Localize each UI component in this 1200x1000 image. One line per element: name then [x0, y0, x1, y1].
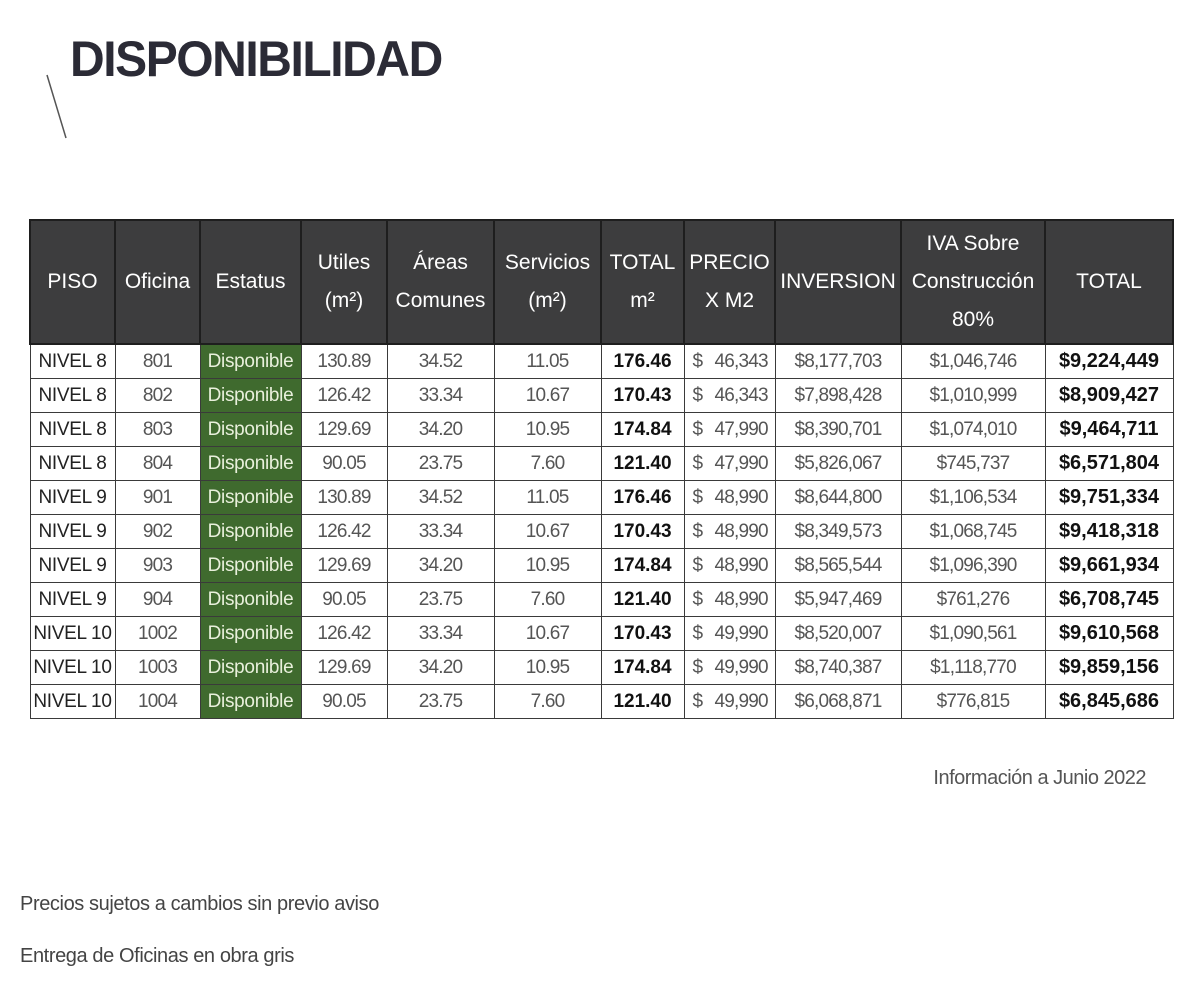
- cell-total: $6,708,745: [1045, 583, 1173, 617]
- currency-symbol: $: [692, 622, 703, 644]
- currency-symbol: $: [692, 486, 703, 508]
- cell-piso: NIVEL 8: [30, 344, 115, 379]
- currency-symbol: $: [692, 452, 703, 474]
- cell-servicios: 7.60: [494, 583, 601, 617]
- currency-symbol: $: [692, 588, 703, 610]
- cell-estatus: Disponible: [200, 549, 301, 583]
- currency-symbol: $: [692, 690, 703, 712]
- header-iva-line: IVA Sobre: [926, 232, 1020, 255]
- price-value: 49,990: [714, 622, 768, 644]
- cell-oficina: 802: [115, 379, 200, 413]
- cell-total: $6,571,804: [1045, 447, 1173, 481]
- cell-precio: [684, 447, 775, 481]
- cell-piso: NIVEL 10: [30, 651, 115, 685]
- cell-iva: $1,074,010: [901, 413, 1045, 447]
- table-row: [30, 379, 1173, 413]
- price-value: 47,990: [714, 452, 768, 474]
- header-utiles-line: Utiles: [317, 251, 371, 274]
- cell-total-m2: 174.84: [601, 651, 684, 685]
- table-row: [30, 344, 1173, 379]
- cell-utiles: 90.05: [301, 685, 387, 719]
- price-value: 48,990: [714, 520, 768, 542]
- cell-oficina: 1002: [115, 617, 200, 651]
- info-date-note: Información a Junio 2022: [933, 767, 1146, 789]
- table-row: [30, 651, 1173, 685]
- header-estatus: Estatus: [200, 220, 301, 344]
- cell-servicios: 7.60: [494, 447, 601, 481]
- cell-utiles: 129.69: [301, 651, 387, 685]
- cell-areas: 34.52: [387, 481, 494, 515]
- header-iva-line: 80%: [951, 308, 995, 331]
- cell-iva: $1,118,770: [901, 651, 1045, 685]
- cell-oficina: 801: [115, 344, 200, 379]
- cell-precio: [684, 685, 775, 719]
- cell-servicios: 10.95: [494, 549, 601, 583]
- cell-areas: 34.20: [387, 549, 494, 583]
- cell-iva: $745,737: [901, 447, 1045, 481]
- table-header-row: [30, 220, 1173, 344]
- cell-inversion: $8,390,701: [775, 413, 901, 447]
- cell-oficina: 804: [115, 447, 200, 481]
- header-iva-line: Construcción: [911, 270, 1035, 293]
- cell-servicios: 10.67: [494, 617, 601, 651]
- header-total-m2: [601, 220, 684, 344]
- cell-total: $9,610,568: [1045, 617, 1173, 651]
- cell-total: $9,859,156: [1045, 651, 1173, 685]
- cell-piso: NIVEL 10: [30, 685, 115, 719]
- cell-iva: $761,276: [901, 583, 1045, 617]
- cell-areas: 23.75: [387, 583, 494, 617]
- header-utiles-unit: (m²): [324, 289, 364, 312]
- cell-piso: NIVEL 8: [30, 413, 115, 447]
- table-row: [30, 685, 1173, 719]
- price-value: 48,990: [714, 486, 768, 508]
- header-precio: [684, 220, 775, 344]
- table-row: [30, 413, 1173, 447]
- header-precio-line: PRECIO: [689, 251, 770, 274]
- cell-areas: 33.34: [387, 515, 494, 549]
- cell-oficina: 901: [115, 481, 200, 515]
- cell-total-m2: 170.43: [601, 617, 684, 651]
- header-servicios-line: Servicios: [504, 251, 591, 274]
- price-value: 48,990: [714, 588, 768, 610]
- cell-total-m2: 170.43: [601, 379, 684, 413]
- cell-utiles: 130.89: [301, 481, 387, 515]
- table-row: [30, 481, 1173, 515]
- availability-table: [29, 219, 1174, 719]
- cell-servicios: 11.05: [494, 481, 601, 515]
- cell-servicios: 10.67: [494, 515, 601, 549]
- cell-inversion: $8,520,007: [775, 617, 901, 651]
- cell-utiles: 126.42: [301, 379, 387, 413]
- table-row: [30, 549, 1173, 583]
- table-body: [30, 344, 1173, 719]
- cell-areas: 33.34: [387, 617, 494, 651]
- cell-precio: [684, 515, 775, 549]
- table-row: [30, 617, 1173, 651]
- cell-estatus: Disponible: [200, 651, 301, 685]
- cell-oficina: 904: [115, 583, 200, 617]
- cell-precio: [684, 413, 775, 447]
- header-inversion: INVERSION: [775, 220, 901, 344]
- cell-servicios: 11.05: [494, 344, 601, 379]
- cell-piso: NIVEL 8: [30, 379, 115, 413]
- cell-total: $9,751,334: [1045, 481, 1173, 515]
- cell-total: $8,909,427: [1045, 379, 1173, 413]
- price-value: 49,990: [714, 656, 768, 678]
- cell-estatus: Disponible: [200, 685, 301, 719]
- cell-precio: [684, 481, 775, 515]
- cell-utiles: 126.42: [301, 515, 387, 549]
- cell-precio: [684, 651, 775, 685]
- cell-total: $9,418,318: [1045, 515, 1173, 549]
- cell-precio: [684, 583, 775, 617]
- cell-utiles: 129.69: [301, 549, 387, 583]
- cell-total-m2: 121.40: [601, 583, 684, 617]
- currency-symbol: $: [692, 520, 703, 542]
- cell-estatus: Disponible: [200, 379, 301, 413]
- cell-precio: [684, 549, 775, 583]
- cell-iva: $776,815: [901, 685, 1045, 719]
- cell-iva: $1,096,390: [901, 549, 1045, 583]
- cell-inversion: $8,644,800: [775, 481, 901, 515]
- cell-estatus: Disponible: [200, 413, 301, 447]
- slash-decoration-icon: [0, 0, 80, 150]
- cell-inversion: $5,947,469: [775, 583, 901, 617]
- cell-servicios: 10.95: [494, 651, 601, 685]
- header-precio-line: X M2: [704, 289, 754, 312]
- header-utiles: [301, 220, 387, 344]
- table-row: [30, 447, 1173, 481]
- cell-servicios: 7.60: [494, 685, 601, 719]
- cell-estatus: Disponible: [200, 481, 301, 515]
- header-piso: PISO: [30, 220, 115, 344]
- price-value: 48,990: [714, 554, 768, 576]
- cell-total-m2: 170.43: [601, 515, 684, 549]
- availability-table-wrapper: [29, 219, 1172, 719]
- table-row: [30, 583, 1173, 617]
- cell-estatus: Disponible: [200, 617, 301, 651]
- cell-areas: 33.34: [387, 379, 494, 413]
- cell-piso: NIVEL 8: [30, 447, 115, 481]
- cell-oficina: 1004: [115, 685, 200, 719]
- cell-precio: [684, 617, 775, 651]
- cell-oficina: 1003: [115, 651, 200, 685]
- header-servicios: [494, 220, 601, 344]
- cell-total: $9,224,449: [1045, 344, 1173, 379]
- cell-oficina: 902: [115, 515, 200, 549]
- cell-total-m2: 121.40: [601, 685, 684, 719]
- cell-piso: NIVEL 9: [30, 583, 115, 617]
- cell-precio: [684, 344, 775, 379]
- cell-iva: $1,106,534: [901, 481, 1045, 515]
- cell-estatus: Disponible: [200, 515, 301, 549]
- cell-areas: 34.52: [387, 344, 494, 379]
- cell-inversion: $6,068,871: [775, 685, 901, 719]
- cell-inversion: $8,740,387: [775, 651, 901, 685]
- cell-total-m2: 176.46: [601, 481, 684, 515]
- currency-symbol: $: [692, 554, 703, 576]
- price-value: 46,343: [714, 350, 768, 372]
- cell-total: $6,845,686: [1045, 685, 1173, 719]
- cell-utiles: 130.89: [301, 344, 387, 379]
- header-oficina: Oficina: [115, 220, 200, 344]
- header-iva: [901, 220, 1045, 344]
- cell-iva: $1,046,746: [901, 344, 1045, 379]
- cell-inversion: $8,349,573: [775, 515, 901, 549]
- footnote-delivery: Entrega de Oficinas en obra gris: [20, 945, 295, 967]
- cell-utiles: 90.05: [301, 447, 387, 481]
- cell-estatus: Disponible: [200, 447, 301, 481]
- price-value: 46,343: [714, 384, 768, 406]
- cell-inversion: $5,826,067: [775, 447, 901, 481]
- currency-symbol: $: [692, 384, 703, 406]
- price-value: 49,990: [714, 690, 768, 712]
- cell-estatus: Disponible: [200, 344, 301, 379]
- cell-utiles: 126.42: [301, 617, 387, 651]
- cell-oficina: 803: [115, 413, 200, 447]
- cell-total: $9,464,711: [1045, 413, 1173, 447]
- cell-utiles: 129.69: [301, 413, 387, 447]
- page-title: DISPONIBILIDAD: [70, 31, 442, 87]
- cell-utiles: 90.05: [301, 583, 387, 617]
- cell-inversion: $7,898,428: [775, 379, 901, 413]
- cell-inversion: $8,565,544: [775, 549, 901, 583]
- cell-precio: [684, 379, 775, 413]
- currency-symbol: $: [692, 350, 703, 372]
- cell-areas: 34.20: [387, 651, 494, 685]
- table-row: [30, 515, 1173, 549]
- cell-oficina: 903: [115, 549, 200, 583]
- cell-areas: 23.75: [387, 447, 494, 481]
- cell-total: $9,661,934: [1045, 549, 1173, 583]
- header-areas-line: Áreas: [413, 251, 468, 274]
- currency-symbol: $: [692, 418, 703, 440]
- price-value: 47,990: [714, 418, 768, 440]
- cell-servicios: 10.67: [494, 379, 601, 413]
- cell-estatus: Disponible: [200, 583, 301, 617]
- cell-piso: NIVEL 9: [30, 481, 115, 515]
- cell-areas: 34.20: [387, 413, 494, 447]
- cell-total-m2: 176.46: [601, 344, 684, 379]
- header-total: TOTAL: [1045, 220, 1173, 344]
- cell-piso: NIVEL 10: [30, 617, 115, 651]
- cell-iva: $1,068,745: [901, 515, 1045, 549]
- cell-total-m2: 174.84: [601, 413, 684, 447]
- cell-total-m2: 174.84: [601, 549, 684, 583]
- cell-piso: NIVEL 9: [30, 549, 115, 583]
- cell-areas: 23.75: [387, 685, 494, 719]
- cell-piso: NIVEL 9: [30, 515, 115, 549]
- cell-servicios: 10.95: [494, 413, 601, 447]
- cell-iva: $1,090,561: [901, 617, 1045, 651]
- header-areas-line: Comunes: [395, 289, 486, 312]
- header-areas: [387, 220, 494, 344]
- cell-iva: $1,010,999: [901, 379, 1045, 413]
- header-total-m2-unit: m²: [630, 289, 655, 312]
- footnote-prices: Precios sujetos a cambios sin previo aviso: [20, 893, 379, 915]
- currency-symbol: $: [692, 656, 703, 678]
- cell-total-m2: 121.40: [601, 447, 684, 481]
- cell-inversion: $8,177,703: [775, 344, 901, 379]
- header-servicios-unit: (m²): [528, 289, 567, 312]
- header-total-m2-line: TOTAL: [609, 251, 676, 274]
